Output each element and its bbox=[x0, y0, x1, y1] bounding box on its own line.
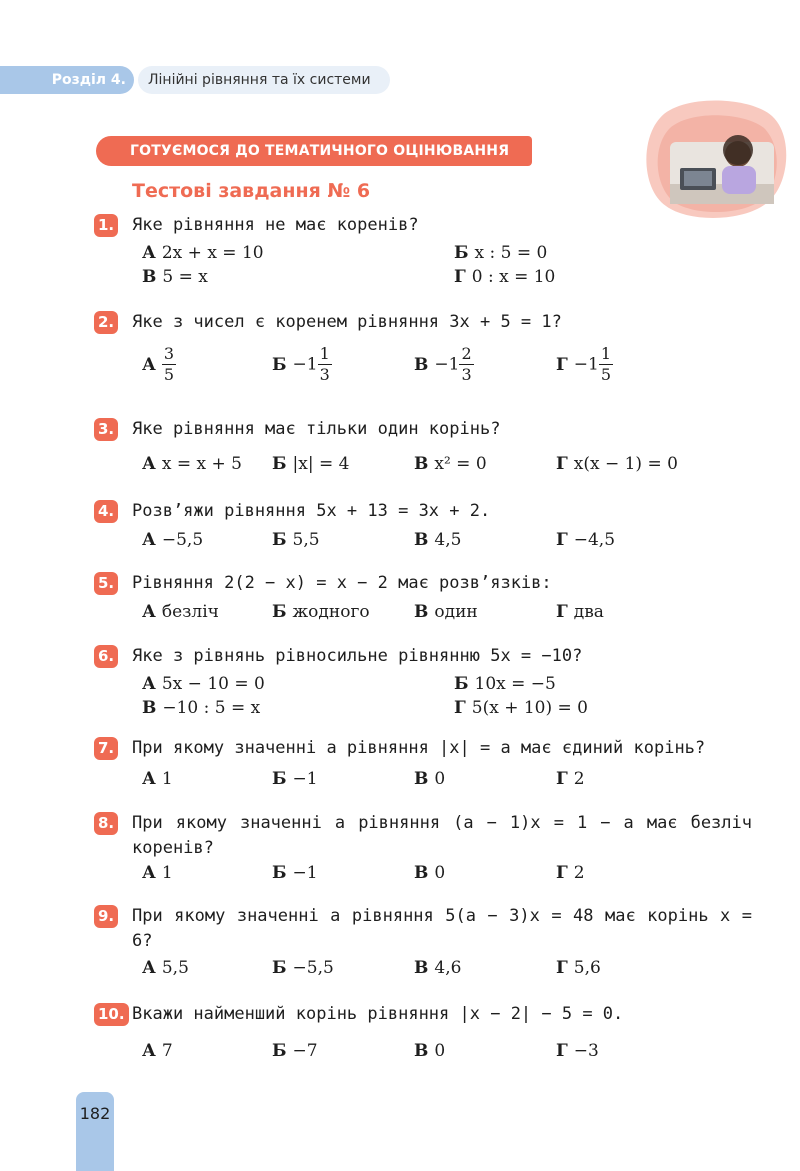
option-v[interactable]: В один bbox=[414, 602, 478, 622]
option-v[interactable]: В x² = 0 bbox=[414, 454, 487, 474]
option-g[interactable]: Г x(x − 1) = 0 bbox=[556, 454, 678, 474]
question-number: 9. bbox=[94, 905, 118, 928]
option-g[interactable]: Г −3 bbox=[556, 1041, 599, 1061]
section-tag: Розділ 4. bbox=[0, 66, 134, 94]
question-text: Рівняння 2(2 − x) = x − 2 має розв’язків: bbox=[132, 573, 552, 593]
option-b[interactable]: Б −1 bbox=[272, 769, 318, 789]
option-b[interactable]: Б жодного bbox=[272, 602, 370, 622]
option-b[interactable]: Б −1 bbox=[272, 863, 318, 883]
question-text: Яке рівняння не має коренів? bbox=[132, 215, 419, 235]
question-number: 4. bbox=[94, 500, 118, 523]
student-photo bbox=[640, 98, 790, 224]
question-text: При якому значенні a рівняння (a − 1)x = 1 − a має безліч коренів? bbox=[132, 813, 752, 858]
option-v[interactable]: В −1 $\frac{2}{3}$ bbox=[414, 344, 472, 384]
option-v[interactable]: В −10 : 5 = x bbox=[142, 698, 261, 718]
option-b[interactable]: Б −1 $\frac{1}{3}$ bbox=[272, 344, 330, 384]
question-number: 8. bbox=[94, 812, 118, 835]
option-b[interactable]: Б |x| = 4 bbox=[272, 454, 350, 474]
option-g[interactable]: Г −1 $\frac{1}{5}$ bbox=[556, 344, 611, 384]
option-g[interactable]: Г 2 bbox=[556, 863, 585, 883]
question-number: 3. bbox=[94, 418, 118, 441]
option-a[interactable]: А $\frac{3}{5}$ bbox=[142, 344, 175, 384]
option-b[interactable]: Б −7 bbox=[272, 1041, 318, 1061]
question-number: 1. bbox=[94, 214, 118, 237]
option-v[interactable]: В 5 = x bbox=[142, 267, 208, 287]
question-text: При якому значенні a рівняння 5(a − 3)x = 48 має корінь x = 6? bbox=[132, 906, 752, 951]
question-number: 10. bbox=[94, 1003, 129, 1026]
assessment-banner: ГОТУЄМОСЯ ДО ТЕМАТИЧНОГО ОЦІНЮВАННЯ bbox=[96, 136, 532, 166]
option-a[interactable]: А 5x − 10 = 0 bbox=[142, 674, 265, 694]
option-v[interactable]: В 4,5 bbox=[414, 530, 462, 550]
question-text: Яке рівняння має тільки один корінь? bbox=[132, 419, 501, 439]
option-a[interactable]: А 1 bbox=[142, 863, 173, 883]
option-a[interactable]: А 1 bbox=[142, 769, 173, 789]
question-text: При якому значенні a рівняння |x| = a має єдиний корінь? bbox=[132, 738, 706, 758]
option-g[interactable]: Г −4,5 bbox=[556, 530, 616, 550]
page-number: 182 bbox=[76, 1092, 114, 1171]
option-v[interactable]: В 0 bbox=[414, 1041, 446, 1061]
option-g[interactable]: Г два bbox=[556, 602, 604, 622]
option-a[interactable]: А 2x + x = 10 bbox=[142, 243, 264, 263]
question-text: Вкажи найменший корінь рівняння |x − 2| − 5 = 0. bbox=[132, 1004, 624, 1024]
option-a[interactable]: А 7 bbox=[142, 1041, 173, 1061]
option-a[interactable]: А −5,5 bbox=[142, 530, 204, 550]
option-v[interactable]: В 0 bbox=[414, 863, 446, 883]
option-a[interactable]: А x = x + 5 bbox=[142, 454, 242, 474]
option-g[interactable]: Г 2 bbox=[556, 769, 585, 789]
option-b[interactable]: Б 5,5 bbox=[272, 530, 320, 550]
question-number: 2. bbox=[94, 311, 118, 334]
test-title: Тестові завдання № 6 bbox=[132, 180, 371, 202]
option-g[interactable]: Г 5(x + 10) = 0 bbox=[454, 698, 588, 718]
option-a[interactable]: А 5,5 bbox=[142, 958, 189, 978]
option-b[interactable]: Б 10x = −5 bbox=[454, 674, 556, 694]
question-text: Яке з рівнянь рівносильне рівнянню 5x = −10? bbox=[132, 646, 583, 666]
option-b[interactable]: Б −5,5 bbox=[272, 958, 334, 978]
question-number: 6. bbox=[94, 645, 118, 668]
question-number: 5. bbox=[94, 572, 118, 595]
option-v[interactable]: В 4,6 bbox=[414, 958, 462, 978]
option-a[interactable]: А безліч bbox=[142, 602, 219, 622]
question-number: 7. bbox=[94, 737, 118, 760]
question-text: Яке з чисел є коренем рівняння 3x + 5 = 1? bbox=[132, 312, 562, 332]
section-title: Лінійні рівняння та їх системи bbox=[138, 66, 390, 94]
option-g[interactable]: Г 5,6 bbox=[556, 958, 601, 978]
option-g[interactable]: Г 0 : x = 10 bbox=[454, 267, 556, 287]
question-text: Розв’яжи рівняння 5x + 13 = 3x + 2. bbox=[132, 501, 491, 521]
option-b[interactable]: Б x : 5 = 0 bbox=[454, 243, 548, 263]
option-v[interactable]: В 0 bbox=[414, 769, 446, 789]
